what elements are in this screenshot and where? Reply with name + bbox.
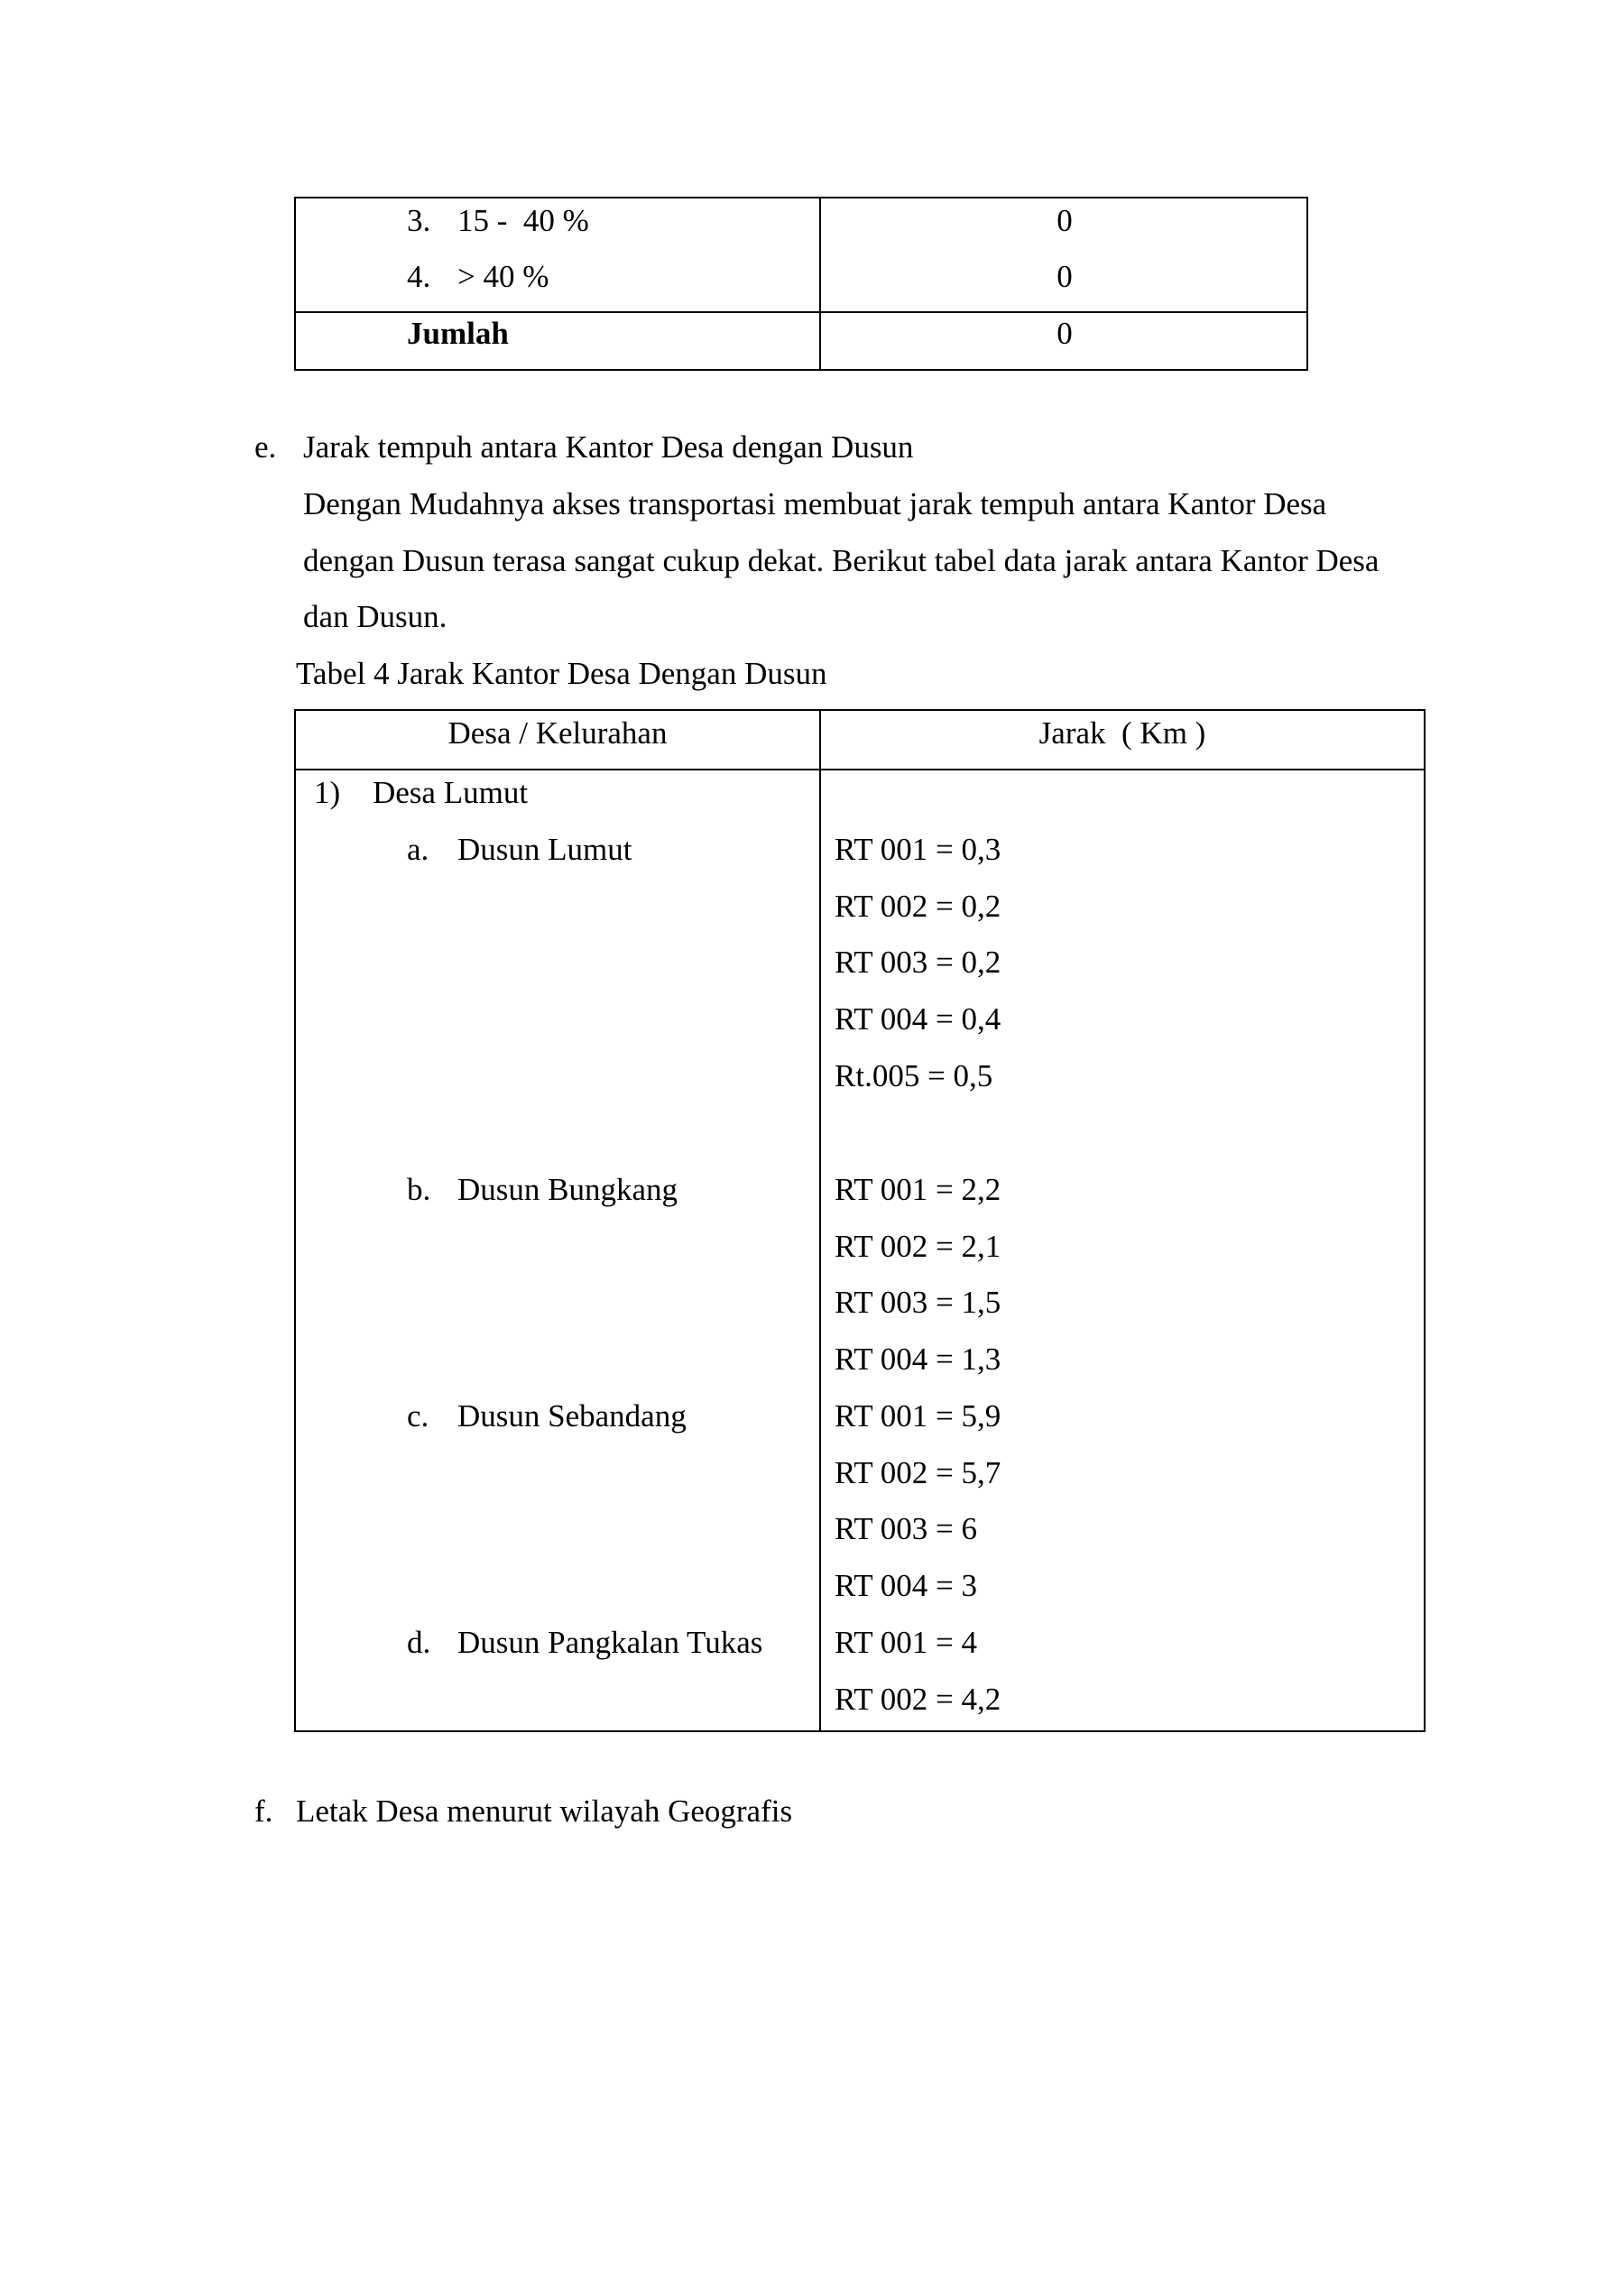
dusun-b-rt-1: RT 001 = 2,2 [835, 1172, 1001, 1207]
slope-row-4-value: 0 [1057, 259, 1073, 294]
slope-table-total-rule [294, 311, 1308, 313]
dusun-a-letter: a. [407, 832, 429, 867]
dusun-c-rt-4: RT 004 = 3 [835, 1568, 977, 1603]
slope-row-3-num: 3. [407, 203, 431, 238]
dusun-b-rt-3: RT 003 = 1,5 [835, 1285, 1001, 1320]
dusun-a-rt-4: RT 004 = 0,4 [835, 1001, 1001, 1037]
section-e-para-line-3: dan Dusun. [303, 599, 448, 634]
section-e-para-line-1: Dengan Mudahnya akses transportasi membuat jarak tempuh antara Kantor Desa [303, 486, 1327, 521]
slope-row-3-value: 0 [1057, 203, 1073, 238]
desa-num: 1) [314, 775, 341, 810]
slope-row-4-num: 4. [407, 259, 431, 294]
dusun-c-rt-3: RT 003 = 6 [835, 1511, 977, 1546]
dusun-b-name: Dusun Bungkang [457, 1172, 678, 1207]
dusun-b-letter: b. [407, 1172, 431, 1207]
table-4-caption: Tabel 4 Jarak Kantor Desa Dengan Dusun [296, 656, 827, 691]
slope-total-label: Jumlah [407, 316, 509, 351]
dusun-c-rt-2: RT 002 = 5,7 [835, 1455, 1001, 1490]
section-e-para-line-2: dengan Dusun terasa sangat cukup dekat. Berikut tabel data jarak antara Kantor Desa [303, 543, 1379, 578]
section-e-heading: Jarak tempuh antara Kantor Desa dengan Dusun [303, 429, 914, 465]
slope-total-value: 0 [1057, 316, 1073, 351]
dusun-d-name: Dusun Pangkalan Tukas [457, 1625, 763, 1660]
dusun-a-rt-1: RT 001 = 0,3 [835, 832, 1001, 867]
dusun-d-rt-2: RT 002 = 4,2 [835, 1682, 1001, 1717]
dusun-d-rt-1: RT 001 = 4 [835, 1625, 977, 1660]
dusun-b-rt-2: RT 002 = 2,1 [835, 1229, 1001, 1264]
dusun-a-rt-3: RT 003 = 0,2 [835, 945, 1001, 980]
distance-table-divider [819, 709, 821, 1732]
slope-table-divider [819, 197, 821, 371]
slope-row-4-label: > 40 % [457, 259, 549, 294]
distance-header-jarak: Jarak ( Km ) [1038, 715, 1206, 751]
section-f-marker: f. [254, 1793, 273, 1829]
dusun-d-letter: d. [407, 1625, 431, 1660]
desa-name: Desa Lumut [373, 775, 529, 810]
dusun-a-name: Dusun Lumut [457, 832, 632, 867]
dusun-c-name: Dusun Sebandang [457, 1398, 687, 1434]
dusun-c-letter: c. [407, 1398, 429, 1434]
distance-header-desa: Desa / Kelurahan [448, 715, 668, 751]
distance-table-header-rule [294, 769, 1426, 770]
dusun-c-rt-1: RT 001 = 5,9 [835, 1398, 1001, 1434]
dusun-b-rt-4: RT 004 = 1,3 [835, 1342, 1001, 1377]
section-e-marker: e. [254, 429, 277, 465]
dusun-a-rt-2: RT 002 = 0,2 [835, 889, 1001, 924]
dusun-a-rt-5: Rt.005 = 0,5 [835, 1058, 993, 1093]
slope-row-3-label: 15 - 40 % [457, 203, 589, 238]
section-f-heading: Letak Desa menurut wilayah Geografis [296, 1793, 793, 1829]
